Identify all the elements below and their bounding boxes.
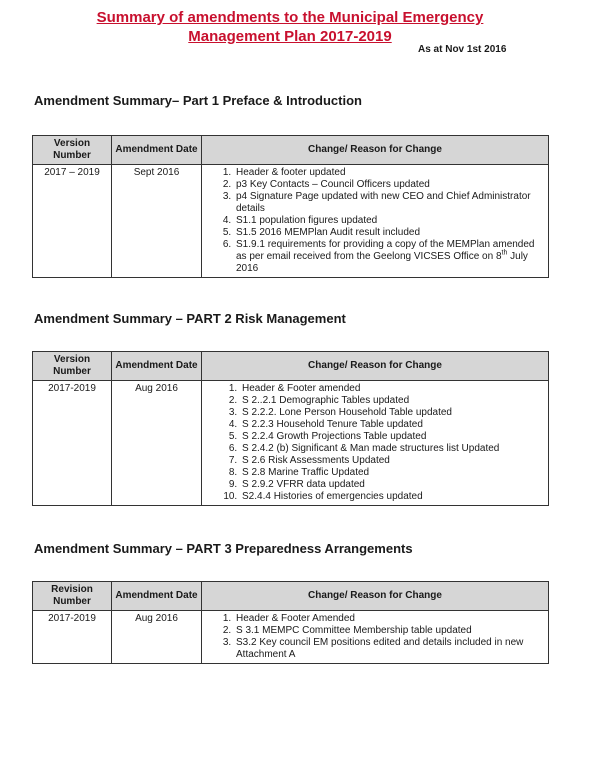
part1-change-cell — [202, 165, 549, 278]
list-item: 1. Header & Footer Amended — [234, 613, 544, 625]
as-at-date: As at Nov 1st 2016 — [418, 44, 507, 55]
title-line-1: Summary of amendments to the Municipal Emergency — [96, 9, 484, 26]
part3-col-revision: Revision Number — [33, 582, 112, 611]
part2-date-cell: Aug 2016 — [112, 381, 202, 506]
list-item: 3. p4 Signature Page updated with new CEO and Chief Administrator details — [234, 191, 544, 215]
part2-change-cell — [202, 381, 549, 506]
part1-version-cell: 2017 – 2019 — [33, 165, 112, 278]
list-item: 5. S 2.2.4 Growth Projections Table updated — [240, 431, 544, 443]
list-item: 2. S 3.1 MEMPC Committee Membership table updated — [234, 625, 544, 637]
part3-col-date: Amendment Date — [112, 582, 202, 611]
list-item: 2. p3 Key Contacts – Council Officers updated — [234, 179, 544, 191]
list-item: 8. S 2.8 Marine Traffic Updated — [240, 467, 544, 479]
part3-date-cell: Aug 2016 — [112, 611, 202, 664]
part2-col-change: Change/ Reason for Change — [202, 352, 549, 381]
part2-version-cell: 2017-2019 — [33, 381, 112, 506]
part1-col-change: Change/ Reason for Change — [202, 136, 549, 165]
list-item: 5. S1.5 2016 MEMPlan Audit result included — [234, 227, 544, 239]
list-item: 3. S3.2 Key council EM positions edited and details included in new Attachment A — [234, 637, 544, 661]
part2-table — [32, 351, 549, 506]
part1-col-version: Version Number — [33, 136, 112, 165]
document-title — [70, 8, 510, 46]
part1-date-cell: Sept 2016 — [112, 165, 202, 278]
part2-col-date: Amendment Date — [112, 352, 202, 381]
title-line-2: Management Plan 2017-2019 — [188, 28, 392, 45]
part3-version-cell: 2017-2019 — [33, 611, 112, 664]
list-item: 4. S1.1 population figures updated — [234, 215, 544, 227]
part3-change-list — [206, 613, 544, 661]
list-item: 3. S 2.2.2. Lone Person Household Table updated — [240, 407, 544, 419]
list-item: 2. S 2..2.1 Demographic Tables updated — [240, 395, 544, 407]
list-item: 1. Header & footer updated — [234, 167, 544, 179]
part2-heading: Amendment Summary – PART 2 Risk Management — [34, 311, 346, 326]
list-item: 9. S 2.9.2 VFRR data updated — [240, 479, 544, 491]
part3-header-row — [33, 582, 549, 611]
list-item: 7. S 2.6 Risk Assessments Updated — [240, 455, 544, 467]
part1-header-row — [33, 136, 549, 165]
list-item — [234, 239, 544, 275]
item6-superscript: th — [501, 249, 508, 257]
part2-header-row — [33, 352, 549, 381]
part1-heading: Amendment Summary– Part 1 Preface & Introduction — [34, 93, 362, 108]
part1-change-list — [206, 167, 544, 275]
part3-col-change: Change/ Reason for Change — [202, 582, 549, 611]
table-row — [33, 381, 549, 506]
part3-change-cell — [202, 611, 549, 664]
list-item: 4. S 2.2.3 Household Tenure Table updated — [240, 419, 544, 431]
list-item: 6. S 2.4.2 (b) Significant & Man made structures list Updated — [240, 443, 544, 455]
part3-table — [32, 581, 549, 664]
part2-change-list — [206, 383, 544, 503]
table-row — [33, 165, 549, 278]
item6-tail: July 2016 — [236, 251, 528, 274]
item6-text: S1.9.1 requirements for providing a copy of the MEMPlan amended as per email received from the Geelong VICSES Office on 8 — [236, 239, 535, 262]
list-item: 1. Header & Footer amended — [240, 383, 544, 395]
part3-heading: Amendment Summary – PART 3 Preparedness Arrangements — [34, 541, 413, 556]
part1-col-date: Amendment Date — [112, 136, 202, 165]
part2-col-version: Version Number — [33, 352, 112, 381]
list-item: 10. S2.4.4 Histories of emergencies updated — [240, 491, 544, 503]
table-row — [33, 611, 549, 664]
part1-table — [32, 135, 549, 278]
